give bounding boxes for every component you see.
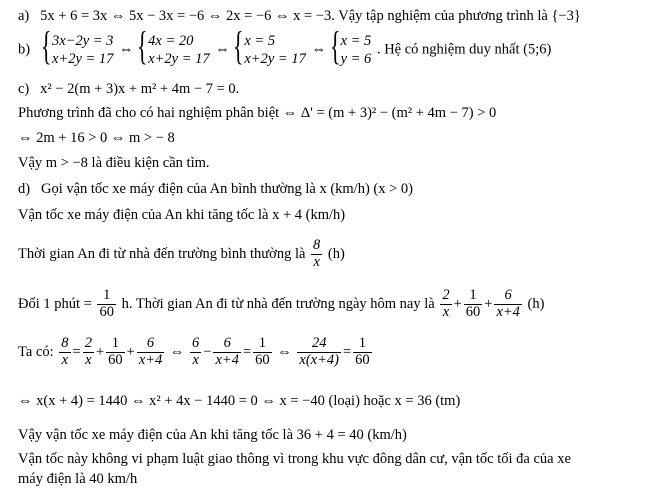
part-d-convert: Đổi 1 phút = $\frac{1}{60}$ h. Thời gian An đi từ nhà đến trường ngày hôm nay là $\frac{2}{x}$ + $\frac{1}{60}$ + $\frac{6}{x+4}$ (h) (18, 287, 545, 320)
system-1: { 3x−2y = 3 x+2y = 17 (43, 32, 113, 68)
part-d-equation: Ta có: $\frac{8}{x}$ = $\frac{2}{x}$ + $\frac{1}{60}$ + $\frac{6}{x+4}$ ⇔ $\frac{6}{x}$ − $\frac{6}{x+4}$ = $\frac{1}{60}$ ⇔ $\frac{24}{x(x+4)}$ = $\frac{1}{60}$ (18, 335, 370, 368)
part-d-time-normal: Thời gian An đi từ nhà đến trường bình thường là $\frac{8}{x}$ (h) (18, 237, 345, 270)
part-c-result: Vậy m > −8 là điều kiện cần tìm. (18, 155, 210, 171)
part-d-intro: Gọi vận tốc xe máy điện của An bình thường là x (km/h) (x > 0) (40, 181, 413, 197)
part-c-label: c) (18, 81, 30, 97)
part-c-simplify: ⇔ 2m + 16 > 0 ⇔ m > − 8 (18, 130, 175, 146)
part-d-speed-up: Vận tốc xe máy điện của An khi tăng tốc là x + 4 (km/h) (18, 207, 346, 223)
part-a-line (18, 9, 581, 24)
part-c-equation: x² − 2(m + 3)x + m² + 4m − 7 = 0. (40, 81, 240, 97)
system-4: { x = 5 y = 6 (332, 32, 372, 68)
system-2: { 4x = 20 x+2y = 17 (139, 32, 209, 68)
part-c-condition: Phương trình đã cho có hai nghiệm phân biệt ⇔ Δ' = (m + 3)² − (m² + 4m − 7) > 0 (18, 105, 497, 121)
part-b-label: b) (18, 41, 31, 58)
part-d-solve: ⇔ x(x + 4) = 1440 ⇔ x² + 4x − 1440 = 0 ⇔ x = −40 (loại) hoặc x = 36 (tm) (18, 393, 461, 409)
part-d-intro-line (18, 182, 413, 197)
part-b-conclusion: . Hệ có nghiệm duy nhất (5;6) (376, 41, 552, 58)
part-d-note-1: Vận tốc này không vi phạm luật giao thông vì trong khu vực đông dân cư, vận tốc tối đa của xe (18, 451, 571, 467)
part-b-line: b) { 3x−2y = 3 x+2y = 17 ⇔ { 4x = 20 x+2y = 17 ⇔ { x = 5 x+2y = 17 ⇔ { x = 5 y = 6 . Hệ có nghiệm duy nhất (5;6) (18, 32, 551, 68)
fraction-1-over-60: $\frac{1}{60}$ (99, 287, 114, 320)
fraction-8-over-x: $\frac{8}{x}$ (313, 237, 321, 270)
part-d-speed-result: Vậy vận tốc xe máy điện của An khi tăng tốc là 36 + 4 = 40 (km/h) (18, 427, 407, 443)
part-d-label: d) (18, 181, 31, 197)
part-a-label: a) (18, 8, 30, 24)
part-c-line (18, 82, 239, 97)
part-a-text: 5x + 6 = 3x ⇔ 5x − 3x = −6 ⇔ 2x = −6 ⇔ x = −3. Vậy tập nghiệm của phương trình là {−3} (40, 8, 581, 24)
part-d-note-2: máy điện là 40 km/h (18, 471, 138, 487)
system-3: { x = 5 x+2y = 17 (235, 32, 305, 68)
